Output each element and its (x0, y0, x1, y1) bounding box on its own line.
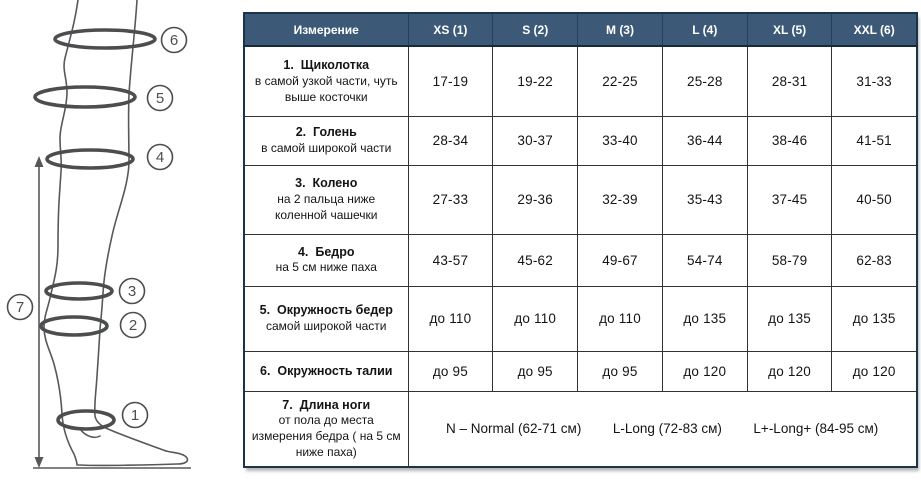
ring-knee (46, 283, 112, 299)
size-table (243, 12, 918, 468)
length-option: L+-Long+ (84-95 см) (753, 421, 879, 437)
value-cell: 49-67 (578, 234, 663, 286)
measurement-name: 5. Окружность бедер (259, 303, 393, 318)
ring-calf (41, 317, 107, 335)
column-header-size: XXL (6) (832, 13, 917, 46)
marker-4 (148, 145, 173, 170)
value-cell: 22-25 (578, 46, 663, 116)
marker-6 (162, 28, 187, 53)
ring-ankle (58, 411, 114, 429)
measurement-name: 7. Длина ноги (282, 397, 371, 412)
value-cell: 28-34 (408, 116, 493, 165)
column-header-measurement: Измерение (244, 13, 408, 46)
measurement-name: 1. Щиколотка (283, 58, 370, 73)
measurement-label-cell (244, 286, 408, 351)
measurement-label-cell (244, 165, 408, 234)
value-cell: 41-51 (832, 116, 917, 165)
value-cell: до 120 (832, 351, 917, 391)
marker-5-label: 5 (155, 90, 165, 107)
table-row (244, 391, 917, 467)
length-option: L-Long (72-83 см) (612, 421, 722, 437)
value-cell: 40-50 (832, 165, 917, 234)
value-cell: до 95 (408, 351, 493, 391)
marker-6-label: 6 (169, 32, 179, 49)
value-cell: 36-44 (662, 116, 747, 165)
measurement-description: на 2 пальца ниже коленной чашечки (275, 191, 378, 222)
marker-1-label: 1 (130, 407, 140, 424)
value-cell: до 120 (747, 351, 832, 391)
value-cell: 30-37 (493, 116, 578, 165)
size-table-container (243, 12, 916, 468)
length-options-cell (408, 391, 917, 467)
value-cell: 25-28 (662, 46, 747, 116)
column-header-size: XL (5) (747, 13, 832, 46)
measurement-description: от пола до места измерения бедра ( на 5 см ниже паха) (251, 413, 401, 459)
value-cell: 19-22 (493, 46, 578, 116)
marker-4-label: 4 (155, 149, 165, 166)
column-header-size: XS (1) (408, 13, 493, 46)
measurement-label-cell (244, 46, 408, 116)
header-row (244, 13, 917, 46)
marker-5 (148, 86, 173, 111)
column-header-size: M (3) (578, 13, 663, 46)
measurement-name: 4. Бедро (297, 244, 355, 259)
leg-diagram-svg (0, 0, 242, 481)
value-cell: 54-74 (662, 234, 747, 286)
marker-2-label: 2 (128, 317, 138, 334)
value-cell: 27-33 (408, 165, 493, 234)
value-cell: 33-40 (578, 116, 663, 165)
table-row (244, 286, 917, 351)
marker-1 (123, 403, 148, 428)
measurement-label-cell (244, 351, 408, 391)
ring-hip (35, 87, 135, 107)
marker-3 (120, 279, 145, 304)
size-table-body (244, 46, 917, 467)
size-table-head (244, 13, 917, 46)
measurement-description: на 5 см ниже паха (275, 260, 377, 275)
table-row (244, 351, 917, 391)
measurement-rings (35, 30, 155, 429)
measurement-label-cell (244, 391, 408, 467)
value-cell: до 95 (493, 351, 578, 391)
measurement-name: 3. Колено (295, 176, 358, 191)
value-cell: 62-83 (832, 234, 917, 286)
value-cell: 32-39 (578, 165, 663, 234)
table-row (244, 116, 917, 165)
column-header-size: S (2) (493, 13, 578, 46)
table-row (244, 46, 917, 116)
length-option: N – Normal (62-71 см) (446, 421, 582, 437)
value-cell: до 110 (408, 286, 493, 351)
value-cell: до 95 (578, 351, 663, 391)
value-cell: до 120 (662, 351, 747, 391)
value-cell: до 110 (578, 286, 663, 351)
value-cell: 29-36 (493, 165, 578, 234)
marker-2 (121, 313, 146, 338)
ring-thigh (47, 150, 133, 168)
value-cell: 37-45 (747, 165, 832, 234)
measurement-description: самой широкой части (265, 318, 387, 333)
value-cell: 17-19 (408, 46, 493, 116)
leg-measurement-diagram (0, 0, 242, 481)
measurement-label-cell (244, 116, 408, 165)
measurement-description: в самой широкой части (261, 140, 392, 155)
measurement-name: 6. Окружность талии (260, 363, 393, 378)
value-cell: 38-46 (747, 116, 832, 165)
value-cell: до 110 (493, 286, 578, 351)
measurement-description: в самой узкой части, чуть выше косточки (254, 73, 398, 104)
value-cell: 35-43 (662, 165, 747, 234)
marker-3-label: 3 (127, 283, 137, 300)
leg-outline (44, 0, 187, 465)
marker-7 (8, 295, 33, 320)
value-cell: 43-57 (408, 234, 493, 286)
value-cell: до 135 (747, 286, 832, 351)
column-header-size: L (4) (662, 13, 747, 46)
measurement-label-cell (244, 234, 408, 286)
measurement-name: 2. Голень (295, 125, 357, 140)
value-cell: 58-79 (747, 234, 832, 286)
value-cell: до 135 (662, 286, 747, 351)
table-row (244, 165, 917, 234)
value-cell: 45-62 (493, 234, 578, 286)
table-row (244, 234, 917, 286)
value-cell: 28-31 (747, 46, 832, 116)
value-cell: до 135 (832, 286, 917, 351)
marker-7-label: 7 (15, 299, 25, 316)
value-cell: 31-33 (832, 46, 917, 116)
